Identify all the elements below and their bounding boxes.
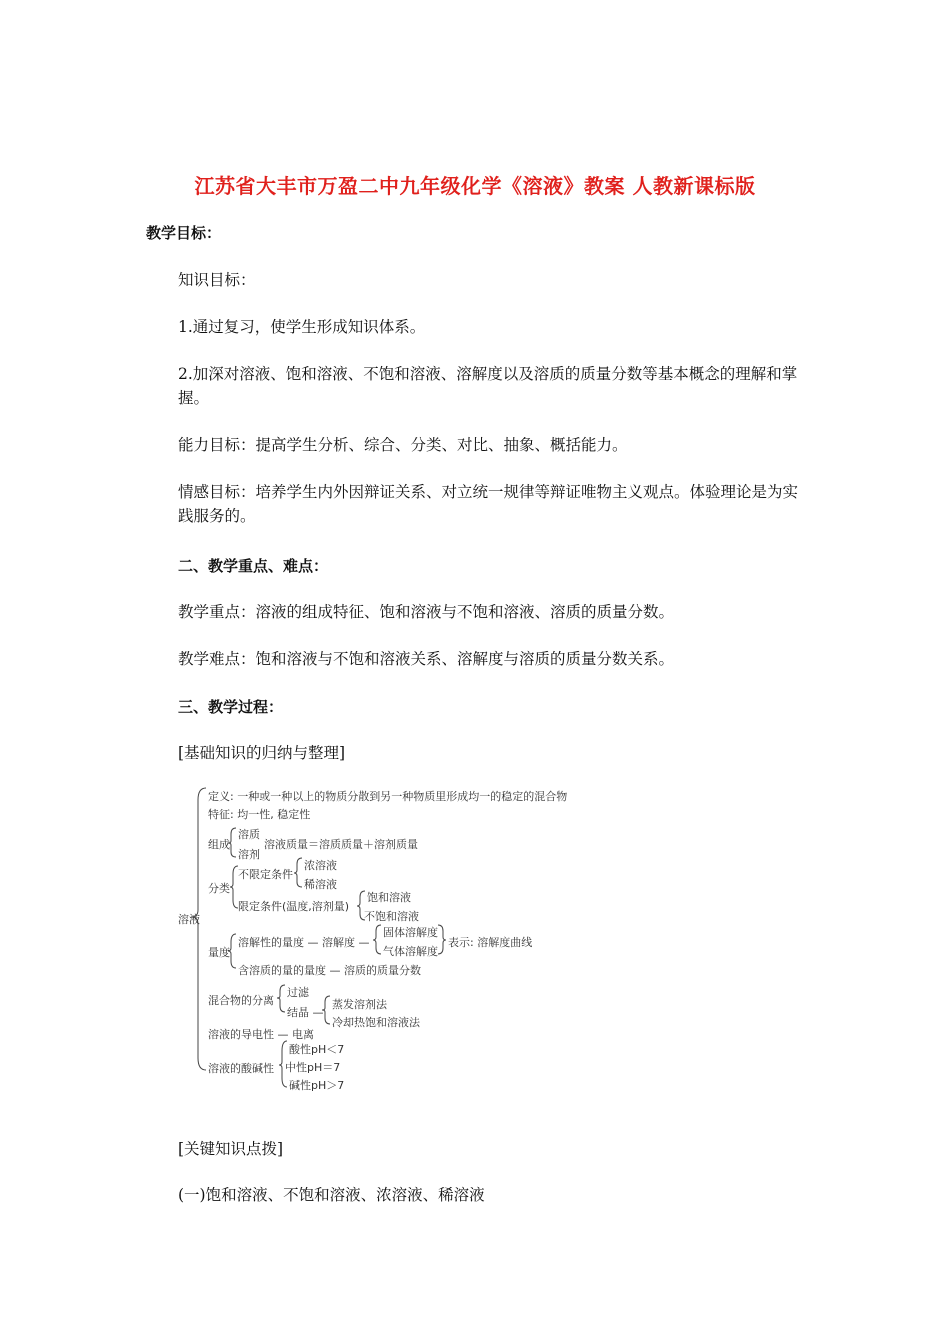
process-heading: 三、教学过程： bbox=[178, 698, 284, 716]
diagram-unsaturated: 不饱和溶液 bbox=[364, 910, 419, 923]
emotion-goal: 情感目标：培养学生内外因辩证关系、对立统一规律等辩证唯物主义观点。体验理论是为实践服务的。 bbox=[178, 483, 799, 525]
key-heading: 二、教学重点、难点： bbox=[178, 557, 329, 575]
diagram-specified: 限定条件(温度,溶剂量) bbox=[238, 900, 350, 913]
diagram-unspecified: 不限定条件 bbox=[238, 868, 293, 881]
ability-goal: 能力目标：提高学生分析、综合、分类、对比、抽象、概括能力。 bbox=[178, 436, 628, 454]
diagram-separation: 混合物的分离 bbox=[208, 994, 274, 1007]
diagram-measure: 量度 bbox=[208, 946, 230, 959]
diagram-classification: 分类 bbox=[208, 882, 230, 895]
diagram-content-measure: 含溶质的量的量度 — 溶质的质量分数 bbox=[238, 964, 421, 977]
diagram-gas-solubility: 气体溶解度 bbox=[383, 945, 438, 958]
goals-heading: 教学目标： bbox=[146, 224, 222, 242]
knowledge-goal: 知识目标： bbox=[178, 271, 256, 289]
diagram-crystallization: 结晶 — bbox=[287, 1006, 324, 1019]
diagram-saturated: 饱和溶液 bbox=[367, 891, 411, 904]
diagram-cooling: 冷却热饱和溶液法 bbox=[332, 1016, 420, 1029]
difficult-point: 教学难点：饱和溶液与不饱和溶液关系、溶解度与溶质的质量分数关系。 bbox=[178, 650, 675, 668]
diagram-solid-solubility: 固体溶解度 bbox=[383, 926, 438, 939]
diagram-acidic: 酸性pH＜7 bbox=[289, 1043, 345, 1056]
page-title: 江苏省大丰市万盈二中九年级化学《溶液》教案 人教新课标版 bbox=[194, 174, 756, 198]
diagram-conductivity: 溶液的导电性 — 电离 bbox=[208, 1028, 314, 1041]
key-knowledge-label: [关键知识点拨] bbox=[178, 1140, 284, 1158]
diagram-concentrated: 浓溶液 bbox=[304, 859, 337, 872]
diagram-dilute: 稀溶液 bbox=[304, 878, 337, 891]
goal-1: 1.通过复习，使学生形成知识体系。 bbox=[178, 318, 426, 336]
diagram-definition: 定义: 一种或一种以上的物质分散到另一种物质里形成均一的稳定的混合物 bbox=[208, 790, 568, 803]
key-point: 教学重点：溶液的组成特征、饱和溶液与不饱和溶液、溶质的质量分数。 bbox=[178, 603, 675, 621]
diagram-root: 溶液 bbox=[178, 913, 200, 926]
diagram-composition: 组成 bbox=[208, 838, 230, 851]
goal-2: 2.加深对溶液、饱和溶液、不饱和溶液、溶解度以及溶质的质量分数等基本概念的理解和掌握。 bbox=[178, 365, 798, 407]
basic-knowledge-label: [基础知识的归纳与整理] bbox=[178, 744, 346, 762]
subsection-1: (一)饱和溶液、不饱和溶液、浓溶液、稀溶液 bbox=[178, 1186, 485, 1204]
diagram-solute: 溶质 bbox=[238, 828, 260, 841]
diagram-acidity: 溶液的酸碱性 bbox=[208, 1062, 274, 1075]
diagram-evaporation: 蒸发溶剂法 bbox=[332, 998, 387, 1011]
diagram-solubility-measure: 溶解性的量度 — 溶解度 — bbox=[238, 936, 370, 949]
diagram-mass-relation: 溶液质量＝溶质质量＋溶剂质量 bbox=[264, 838, 418, 851]
diagram-solvent: 溶剂 bbox=[238, 848, 260, 861]
diagram-represent: 表示: 溶解度曲线 bbox=[448, 936, 533, 949]
diagram-filtration: 过滤 bbox=[287, 986, 309, 999]
diagram-feature: 特征: 均一性, 稳定性 bbox=[208, 808, 311, 821]
diagram-basic: 碱性pH＞7 bbox=[289, 1079, 345, 1092]
diagram-neutral: 中性pH＝7 bbox=[285, 1061, 341, 1074]
